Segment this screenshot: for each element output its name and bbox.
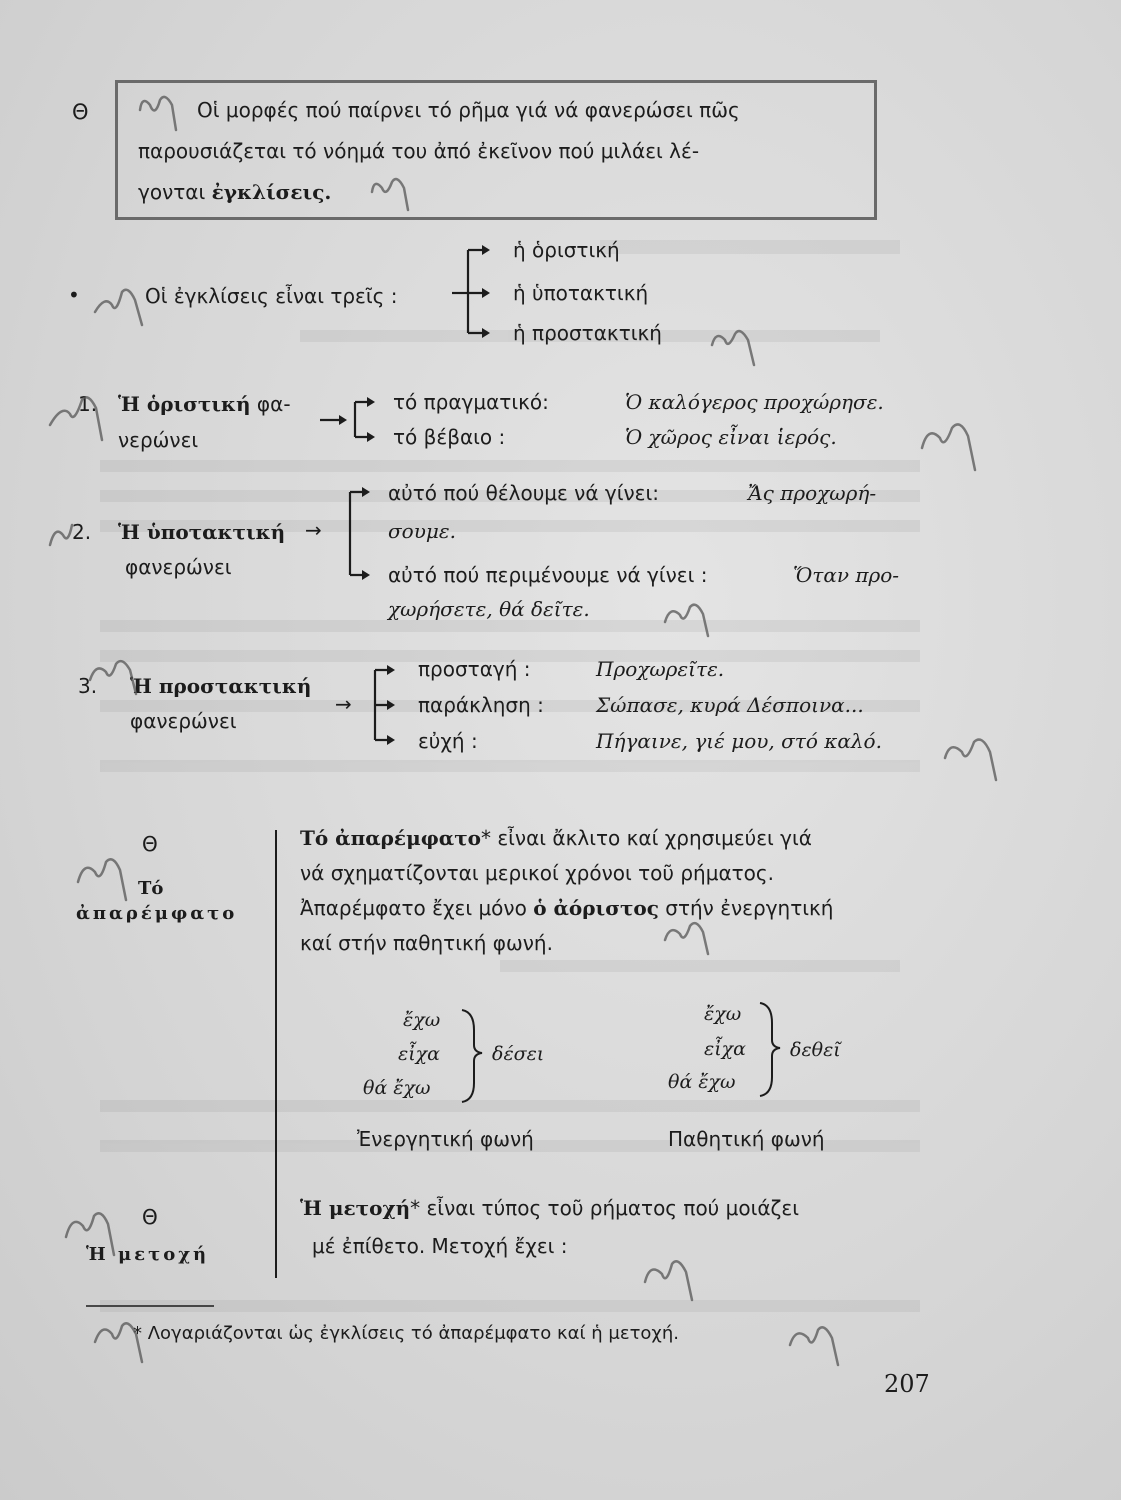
imperative-title-line-2: φανερώνει (130, 709, 237, 733)
infinitive-section-mark: Θ (142, 832, 158, 856)
mood-imperative: ἡ προστακτική (513, 321, 662, 345)
passive-voice-label: Παθητική φωνή (668, 1127, 825, 1151)
definition-line-1: Οἱ μορφές πού παίρνει τό ρῆμα γιά νά φανερώσει πῶς (197, 98, 740, 122)
indicative-title-line-2: νερώνει (118, 428, 199, 452)
subjunctive-label-2: αὐτό πού περιμένουμε νά γίνει : (388, 563, 708, 587)
imperative-example-3: Πήγαινε, γιέ μου, στό καλό. (596, 729, 882, 753)
indicative-label-2: τό βέβαιο : (393, 425, 506, 449)
section-mark: Θ (72, 100, 89, 124)
indicative-example-1: Ὁ καλόγερος προχώρησε. (625, 390, 884, 414)
passive-aux-1: ἔχω (704, 1003, 742, 1025)
subjunctive-example-1a: Ἄς προχωρή- (748, 481, 877, 505)
imperative-number: 3. (78, 674, 98, 698)
infinitive-side-label-1: Τό (138, 878, 164, 899)
definition-line-2: παρουσιάζεται τό νόημά του ἀπό ἐκεῖνον πού μιλάει λέ- (138, 139, 700, 163)
subjunctive-title: Ἡ ὑποτακτική (118, 520, 286, 544)
imperative-label-2: παράκληση : (418, 693, 544, 717)
imperative-example-2: Σώπασε, κυρά Δέσποινα... (596, 693, 864, 717)
indicative-label-1: τό πραγματικό: (393, 390, 549, 414)
page-number: 207 (884, 1370, 930, 1398)
infinitive-text-line-2: νά σχηματίζονται μερικοί χρόνοι τοῦ ρήματος. (300, 861, 774, 885)
definition-term: ἐγκλίσεις. (211, 180, 332, 204)
imperative-label-3: εὐχή : (418, 729, 478, 753)
subjunctive-example-2b: χωρήσετε, θά δεῖτε. (388, 597, 590, 621)
imperative-label-1: προσταγή : (418, 657, 531, 681)
infinitive-side-label-2: ἀπαρέμφατο (76, 903, 238, 924)
active-aux-1: ἔχω (403, 1009, 441, 1031)
moods-intro: Οἱ ἐγκλίσεις εἶναι τρεῖς : (145, 284, 398, 308)
active-voice-label: Ἐνεργητική φωνή (357, 1127, 534, 1151)
passive-form: δεθεῖ (790, 1039, 841, 1061)
active-form: δέσει (492, 1043, 545, 1065)
subjunctive-arrow: → (305, 518, 322, 542)
passive-aux-2: εἶχα (704, 1038, 746, 1060)
imperative-arrow: → (335, 692, 352, 716)
indicative-example-2: Ὁ χῶρος εἶναι ἱερός. (625, 425, 837, 449)
imperative-title: Ἡ προστακτική (130, 674, 312, 698)
infinitive-text-line-4: καί στήν παθητική φωνή. (300, 931, 553, 955)
infinitive-text-line-3: Ἀπαρέμφατο ἔχει μόνο ὁ ἀόριστος στήν ἐνεργητική (300, 896, 834, 920)
active-aux-2: εἶχα (398, 1043, 440, 1065)
indicative-number: 1. (78, 392, 98, 416)
mood-indicative: ἡ ὁριστική (513, 238, 620, 262)
active-aux-3: θά ἔχω (363, 1077, 431, 1099)
participle-section-mark: Θ (142, 1205, 158, 1229)
participle-text-line-1: Ἡ μετοχή* εἶναι τύπος τοῦ ρήματος πού μοιάζει (300, 1196, 799, 1220)
subjunctive-example-1b: σουμε. (388, 519, 456, 543)
participle-side-label: Ἡ μετοχή (86, 1244, 210, 1265)
bullet: • (68, 283, 80, 307)
passive-aux-3: θά ἔχω (668, 1071, 736, 1093)
indicative-title: Ἡ ὁριστική φα- (118, 392, 291, 416)
footnote: * Λογαριάζονται ὡς ἐγκλίσεις τό ἀπαρέμφατο καί ἡ μετοχή. (133, 1323, 679, 1344)
subjunctive-number: 2. (72, 520, 92, 544)
subjunctive-title-line-2: φανερώνει (125, 555, 232, 579)
subjunctive-label-1: αὐτό πού θέλουμε νά γίνει: (388, 481, 659, 505)
infinitive-text-line-1: Τό ἀπαρέμφατο* εἶναι ἄκλιτο καί χρησιμεύει γιά (300, 826, 812, 850)
subjunctive-example-2a: Ὅταν προ- (793, 563, 900, 587)
mood-subjunctive: ἡ ὑποτακτική (513, 281, 649, 305)
participle-text-line-2: μέ ἐπίθετο. Μετοχή ἔχει : (312, 1234, 568, 1258)
definition-line-3: γονται ἐγκλίσεις. (138, 180, 332, 204)
imperative-example-1: Προχωρεῖτε. (596, 657, 725, 681)
